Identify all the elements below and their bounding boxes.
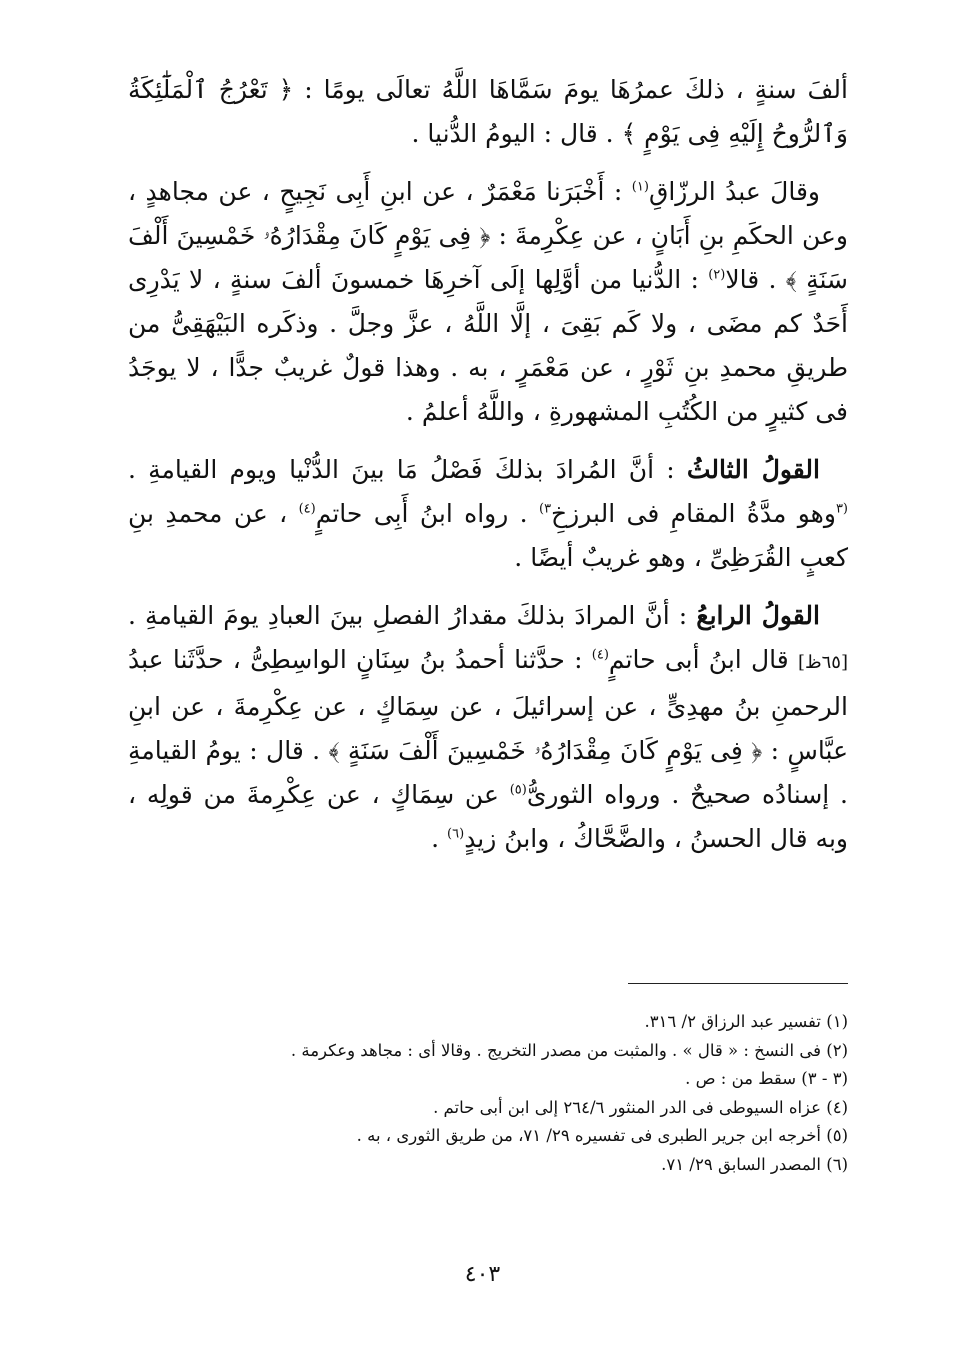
p3-text-a: : أنَّ المُرادَ بذلكَ فَصْلُ مَا بينَ الدُّنْيا ويوم القيامةِ . [128,455,687,484]
footnote-ref-3-end[interactable]: ٣) [538,501,552,517]
p2-text-c: : الدُّنيا من أوَّلِها إلَى آخرِهَا خمسونَ ألفَ سنةٍ ، لا يَدْرِى أَحَدٌ كم مضَى ، ولا كَم بَقِىَ ، إلَّا اللَّهُ ، عزَّ وجلَّ . وذكَره البَيْهَقِىُّ من طريقِ محمدِ بنِ ثَوْرٍ ، عن مَعْمَرٍ ، به . وهذا قولٌ غريبٌ جدًّا ، لا يوجَدُ فى كثيرٍ من الكُتُبِ المشهورةِ ، واللَّهُ أعلمُ . [128,265,848,426]
footnote-4: (٤) عزاه السيوطى فى الدر المنثور ٢٦٤/٦ إلى ابن أبى حاتم . [433,1097,848,1117]
fourth-opinion-heading: القولُ الرابعُ [696,601,820,630]
p4-text-a: : أنَّ المرادَ بذلكَ مقدارُ الفصلِ بينَ العبادِ يومَ القيامةِ . [128,601,697,630]
paragraph-2 [128,170,848,434]
footnote-1: (١) تفسير عبد الرزاق ٢/ ٣١٦. [644,1012,848,1031]
footnote-ref-1[interactable]: (١) [631,179,649,195]
paragraph-3 [128,448,848,580]
third-opinion-heading: القولُ الثالثُ [686,455,820,484]
footnote-5: (٥) أخرجه ابن جرير الطبرى فى تفسيره ٢٩/ ٧١، من طريق الثورى ، به . [356,1126,848,1145]
p4-text-c: : حدَّثنا أحمدُ بنُ سِنَانٍ الواسِطِىُّ ، حدَّثَنا عبدُ الرحمنِ بنُ مهدِىٍّ ، عن إسرائيلَ ، عن سِمَاكٍ ، عن عِكْرِمةَ ، عن ابنِ عبَّاسٍ : ﴿ فِى يَوْمٍ كَانَ مِقْدَارُهُۥ خَمْسِينَ أَلْفَ سَنَةٍ ﴾ . قال : يومُ القيامةِ . إسنادُه صحيحٌ . ورواه الثورىُّ [128,645,848,809]
footnote-ref-5[interactable]: (٥) [509,782,527,798]
p4-text-e: . [431,824,448,853]
p3-text-c: . رواه ابنُ أَبِى حاتمٍ [315,499,539,528]
p4-text-d: عن سِمَاكٍ ، عن عِكْرِمةَ من قولِه ، وبه قال الحسنُ ، والضَّحَّاكُ ، وابنُ زيدٍ [128,780,848,853]
p2-text-a: وقالَ عبدُ الرزّاقِ [648,177,820,206]
p3-text-d: ، عن محمدِ بنِ كعبٍ القُرَظِىِّ ، وهو غريبٌ أيضًا . [128,499,848,572]
p4-text-b: قال ابنُ أبى حاتمٍ [608,645,798,674]
p2-text-b: : أَخْبَرَنا مَعْمَرٌ ، عن ابنِ أَبِى نَجِيحٍ ، عن مجاهدٍ ، وعن الحكَمِ بنِ أَبَانٍ ، عن عِكْرِمةَ : ﴿ فِى يَوْمٍ كَانَ مِقْدَارُهُۥ خَمْسِينَ أَلْفَ سَنَةٍ ﴾ . قالا [128,177,848,294]
main-text [128,68,848,875]
footnote-ref-3-start[interactable]: (٣ [835,501,848,517]
footnote-ref-6[interactable]: (٦) [447,826,465,842]
footnote-ref-2[interactable]: (٢) [708,267,726,283]
footnote-ref-4b[interactable]: (٤) [591,647,609,663]
p3-text-b: وهو مدَّةُ المقامِ فى البرزخِ [551,499,836,528]
footnote-3: (٣ - ٣) سقط من : ص . [685,1069,848,1088]
page-number: ٤٠٣ [464,1262,501,1287]
paragraph-1: ألفَ سنةٍ ، ذلكَ عمرُهَا يومَ سَمَّاهَا اللَّهُ تعالَى يومًا : ﴿ تَعْرُجُ ٱلْمَلَٰٓئِكَةُ وَٱلرُّوحُ إِلَيْهِ فِى يَوْمٍ ﴾ . قال : اليومُ الدُّنيا . [128,75,848,148]
paragraph-4 [128,594,848,861]
footnote-divider [628,983,848,984]
manuscript-marker: [٦٥ظ] [797,652,848,673]
footnote-2: (٢) فى النسخ : « قال » . والمثبت من مصدر التخريج . وقالا أى : مجاهد وعكرمة . [290,1040,848,1060]
footnote-ref-4[interactable]: (٤) [298,501,316,517]
footnote-6: (٦) المصدر السابق ٢٩/ ٧١. [661,1154,848,1174]
footnotes [128,1008,848,1179]
